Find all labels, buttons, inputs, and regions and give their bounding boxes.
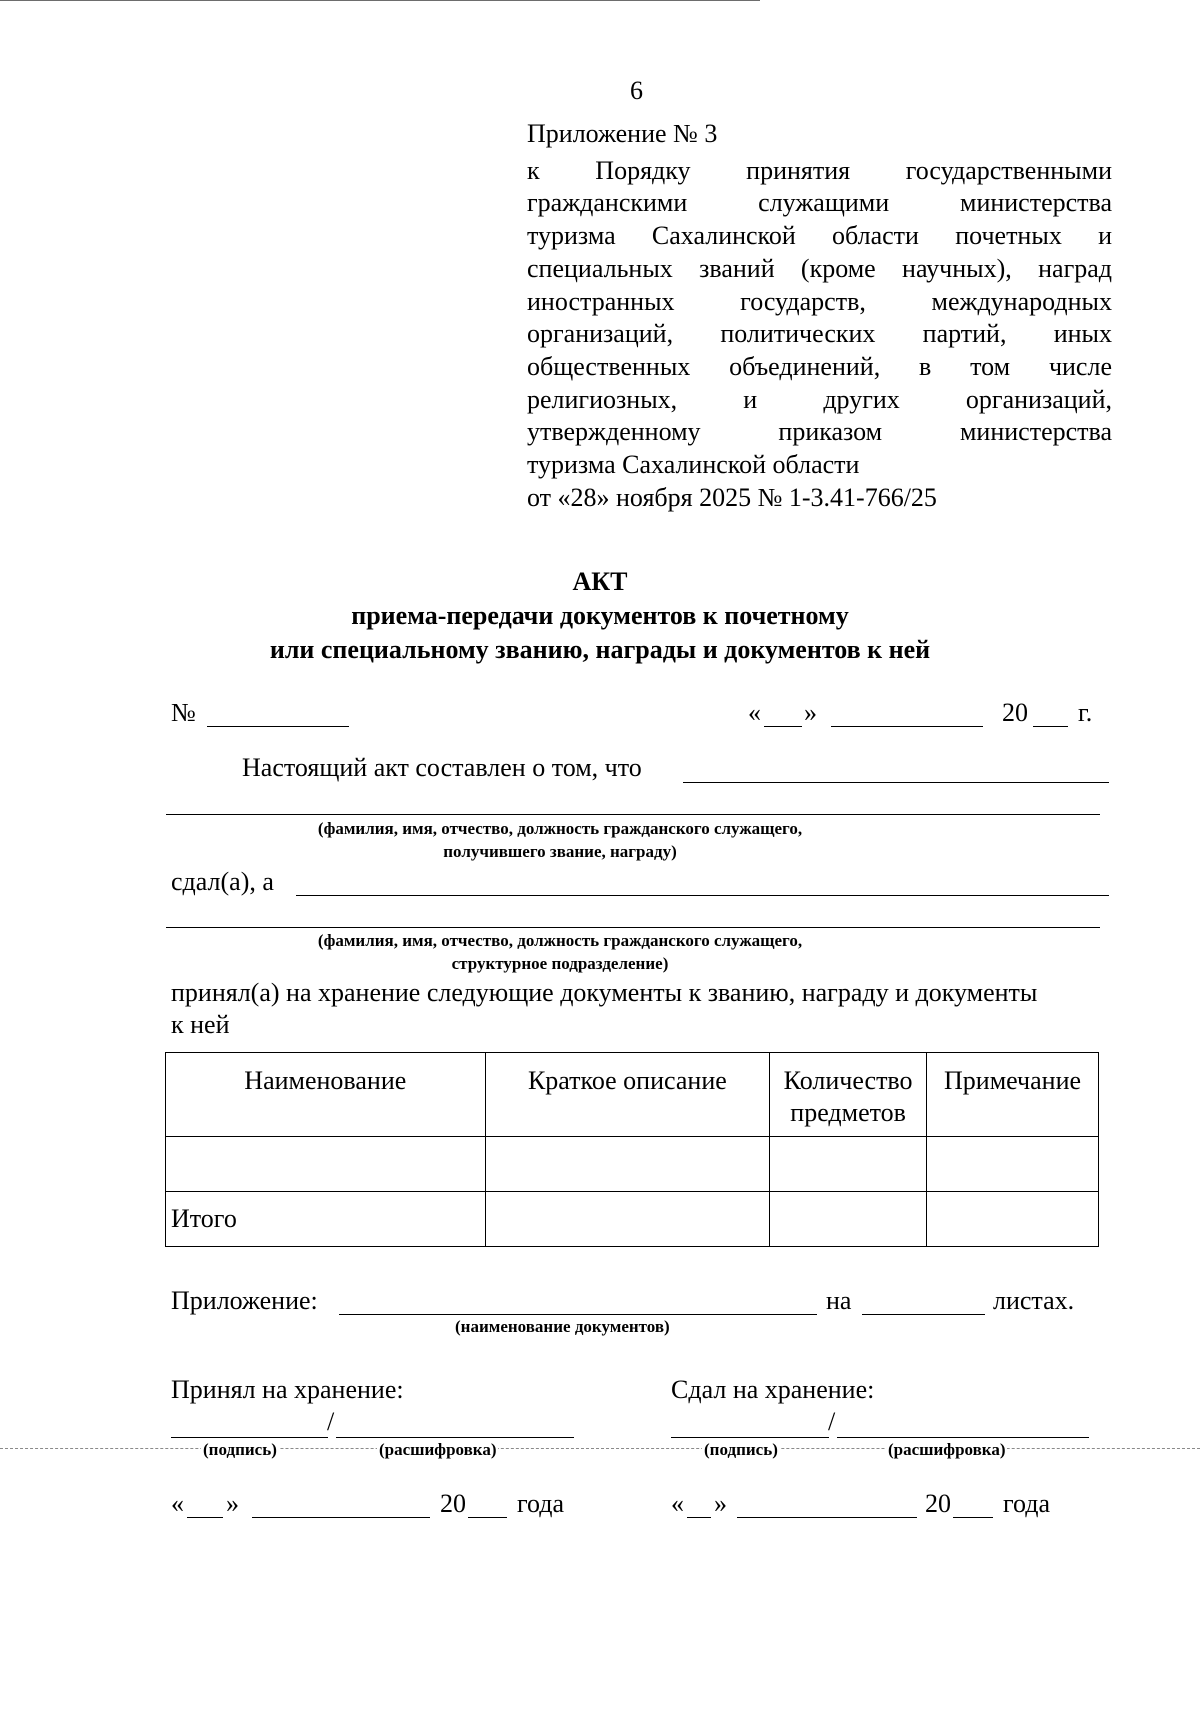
slash: /	[828, 1407, 836, 1436]
act-subtitle-1: приема-передачи документов к почетному	[351, 601, 849, 630]
attachment-field[interactable]	[339, 1314, 817, 1315]
accepted-year-prefix: 20	[440, 1489, 466, 1518]
table-cell[interactable]	[927, 1137, 1099, 1192]
number-field[interactable]	[207, 726, 349, 727]
appendix-line: общественных объединений, в том числе	[527, 351, 1112, 381]
recipient-field[interactable]	[166, 814, 1100, 815]
accepted-day-field[interactable]	[187, 1517, 223, 1518]
handed-hint-2: структурное подразделение)	[451, 954, 669, 973]
handed-hint-1: (фамилия, имя, отчество, должность гражданского служащего,	[317, 931, 803, 950]
accepted-signature-field[interactable]	[171, 1437, 328, 1438]
date-close-quote: »	[804, 698, 817, 727]
handed-label: сдал(а), а	[171, 867, 274, 896]
column-header-name: Наименование	[166, 1053, 486, 1137]
act-title: АКТ	[572, 567, 628, 596]
accepted-date-open: «	[171, 1489, 184, 1518]
appendix-line: туризма Сахалинской области почетных и	[527, 221, 1112, 251]
appendix-line-last: туризма Сахалинской области	[527, 450, 860, 480]
accepted-month-field[interactable]	[252, 1517, 430, 1518]
handed-date-open: «	[671, 1489, 684, 1518]
table-cell[interactable]	[770, 1192, 927, 1247]
recipient-hint-1: (фамилия, имя, отчество, должность гражданского служащего,	[317, 819, 803, 838]
appendix-title: Приложение № 3	[527, 119, 718, 148]
handed-field[interactable]	[296, 895, 1109, 896]
accepted-decode-field[interactable]	[336, 1437, 574, 1438]
date-day-field[interactable]	[764, 726, 802, 727]
handed-year-prefix: 20	[925, 1489, 951, 1518]
scan-edge-line	[0, 0, 760, 1]
appendix-block	[527, 118, 1112, 514]
table-cell[interactable]	[927, 1192, 1099, 1247]
appendix-line: религиозных, и других организаций,	[527, 384, 1112, 414]
column-header-description: Краткое описание	[485, 1053, 770, 1137]
appendix-line: организаций, политических партий, иных	[527, 319, 1112, 349]
documents-table	[165, 1052, 1099, 1247]
date-year-prefix: 20	[1002, 698, 1028, 727]
handed-signature-field[interactable]	[671, 1437, 829, 1438]
intro-text: Настоящий акт составлен о том, что	[242, 753, 642, 782]
handed-date-close: »	[714, 1489, 727, 1518]
table-cell[interactable]	[770, 1137, 927, 1192]
appendix-line: к Порядку принятия государственными	[527, 155, 1112, 185]
accepted-year-suffix: года	[517, 1489, 565, 1518]
column-header-note: Примечание	[927, 1053, 1099, 1137]
accepted-text-2: к ней	[171, 1010, 230, 1039]
accepted-decode-hint: (расшифровка)	[379, 1440, 497, 1459]
table-cell[interactable]	[485, 1192, 770, 1247]
slash: /	[327, 1407, 335, 1436]
handed-day-field[interactable]	[687, 1517, 711, 1518]
table-total-row	[166, 1192, 1099, 1247]
column-header-quantity: Количество предметов	[770, 1053, 927, 1137]
order-reference: от «28» ноября 2025 № 1-3.41-766/25	[527, 482, 937, 512]
handed-signature-title: Сдал на хранение:	[671, 1375, 875, 1404]
intro-field[interactable]	[683, 782, 1109, 783]
handed-field-2[interactable]	[166, 927, 1100, 928]
date-open-quote: «	[748, 698, 761, 727]
act-subtitle-2: или специальному званию, награды и документов к ней	[269, 635, 931, 664]
date-year-field[interactable]	[1033, 726, 1068, 727]
appendix-line: гражданскими служащими министерства	[527, 188, 1112, 218]
scan-fold-line	[0, 1448, 1200, 1449]
handed-decode-hint: (расшифровка)	[888, 1440, 1006, 1459]
page-number: 6	[630, 76, 643, 105]
number-label: №	[171, 698, 196, 727]
attachment-on: на	[826, 1286, 852, 1315]
handed-sign-hint: (подпись)	[704, 1440, 778, 1459]
handed-year-field[interactable]	[953, 1517, 993, 1518]
accepted-text-1: принял(а) на хранение следующие документы к званию, награду и документы	[171, 978, 1038, 1007]
table-cell[interactable]	[166, 1137, 486, 1192]
table-row	[166, 1137, 1099, 1192]
recipient-hint-2: получившего звание, награду)	[443, 842, 677, 861]
accepted-date-close: »	[226, 1489, 239, 1518]
date-suffix: г.	[1078, 698, 1093, 727]
accepted-sign-hint: (подпись)	[203, 1440, 277, 1459]
table-header-row	[166, 1053, 1099, 1137]
handed-year-suffix: года	[1003, 1489, 1051, 1518]
accepted-signature-title: Принял на хранение:	[171, 1375, 404, 1404]
table-cell[interactable]	[485, 1137, 770, 1192]
attachment-sheets: листах.	[993, 1286, 1075, 1315]
appendix-line: иностранных государств, международных	[527, 286, 1112, 316]
handed-month-field[interactable]	[737, 1517, 917, 1518]
attachment-hint: (наименование документов)	[455, 1317, 670, 1336]
total-label: Итого	[166, 1192, 486, 1247]
attachment-label: Приложение:	[171, 1286, 318, 1315]
sheets-count-field[interactable]	[862, 1314, 985, 1315]
appendix-line: специальных званий (кроме научных), наград	[527, 253, 1112, 283]
handed-decode-field[interactable]	[837, 1437, 1089, 1438]
accepted-year-field[interactable]	[468, 1517, 507, 1518]
appendix-line: утвержденному приказом министерства	[527, 417, 1112, 447]
date-month-field[interactable]	[831, 726, 983, 727]
